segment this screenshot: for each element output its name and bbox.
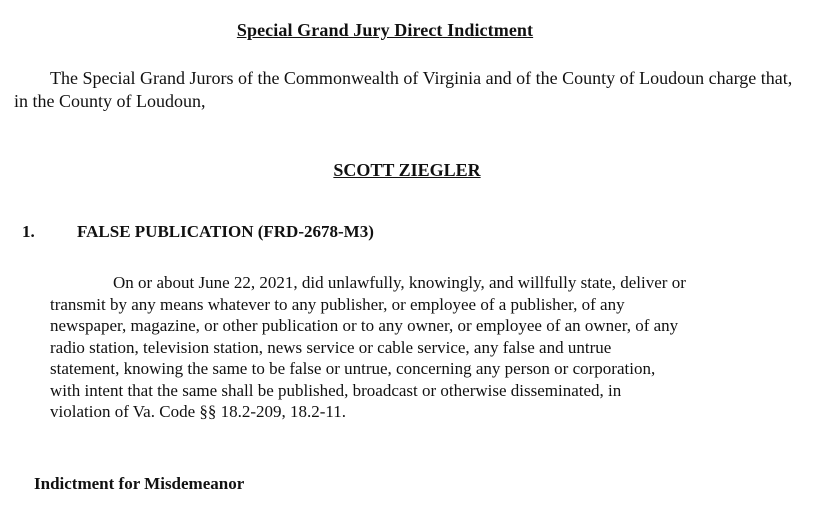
count-number: 1. [22,222,35,241]
document-title: Special Grand Jury Direct Indictment [236,20,534,40]
indictment-type: Indictment for Misdemeanor [34,474,245,493]
count-body-line: On or about June 22, 2021, did unlawfully, knowingly, and willfully state, deliver or [113,273,686,292]
count-body-line: statement, knowing the same to be false or untrue, concerning any person or corporation, [50,359,656,378]
defendant-name: SCOTT ZIEGLER [333,160,481,180]
count-body-line: radio station, television station, news service or cable service, any false and untrue [50,337,612,357]
count-body-line: newspaper, magazine, or other publication or to any owner, or employee of an owner, of any [50,316,679,335]
count-body-line: transmit by any means whatever to any publisher, or employee of a publisher, of any [50,294,625,314]
count-body [50,272,808,423]
count-body-line: violation of Va. Code §§ 18.2-209, 18.2-11. [50,402,347,421]
count-title: FALSE PUBLICATION (FRD-2678-M3) [77,222,374,241]
count-body-line: with intent that the same shall be published, broadcast or otherwise disseminated, in [50,380,622,400]
intro-paragraph: The Special Grand Jurors of the Commonwealth of Virginia and of the County of Loudoun charge that, in the County of Loudoun, [14,68,793,111]
